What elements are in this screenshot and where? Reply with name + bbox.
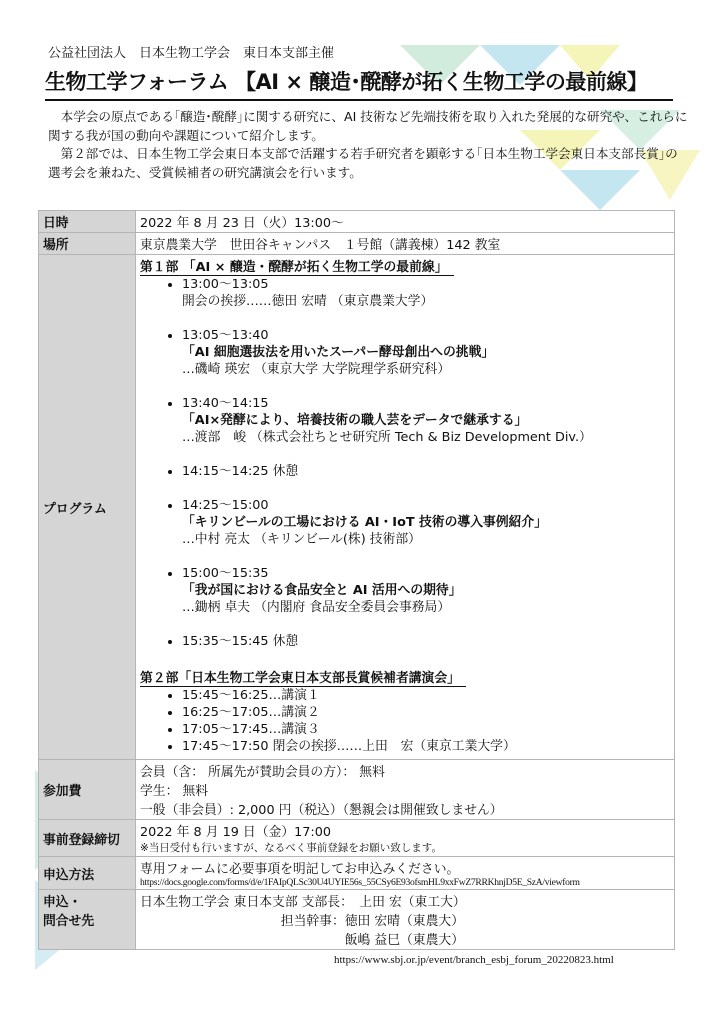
program-content: [136, 255, 675, 760]
item-time: • 14:25～15:00: [182, 498, 269, 513]
contact-line: 担当幹事：徳田 宏晴（東農大）: [140, 914, 464, 929]
venue-value: 東京農業大学 世田谷キャンパス １号館（講義棟）142 教室: [136, 233, 675, 255]
fee-line: 一般（非会員）: 2,000 円（税込）（懇親会は開催致しません）: [140, 803, 503, 818]
contact-label-line: 申込・: [43, 895, 82, 910]
item-speaker: …渡部 峻 （株式会社ちとせ研究所 Tech & Biz Development Div.）: [182, 430, 592, 445]
fee-line: 学生： 無料: [140, 784, 209, 799]
program-item: [182, 633, 670, 650]
intro-text: [48, 108, 688, 182]
item-time: • 15:35～15:45 休憩: [182, 634, 299, 649]
item-time: • 13:40～14:15: [182, 396, 269, 411]
program-row: [39, 255, 675, 760]
program-item: • 17:45～17:50 閉会の挨拶……上田 宏（東京工業大学）: [182, 738, 670, 755]
program-item: [182, 463, 670, 480]
apply-row: [39, 857, 675, 890]
contact-line: 日本生物工学会 東日本支部 支部長： 上田 宏（東工大）: [140, 895, 466, 910]
date-label: 日時: [39, 211, 136, 233]
part1-heading: 第１部 「AI × 醸造・醗酵が拓く生物工学の最前線」: [140, 256, 454, 276]
apply-label: 申込方法: [39, 857, 136, 890]
venue-row: [39, 233, 675, 255]
fee-row: [39, 760, 675, 820]
part1-list: [140, 276, 670, 650]
item-time: • 13:05～13:40: [182, 328, 269, 343]
contact-row: [39, 890, 675, 950]
program-item: • 17:05～17:45…講演３: [182, 721, 670, 738]
item-time: • 15:00～15:35: [182, 566, 269, 581]
item-speaker: …鋤柄 卓夫 （内閣府 食品安全委員会事務局）: [182, 600, 451, 615]
program-item: [182, 327, 670, 378]
event-info-table: [38, 210, 675, 950]
item-speaker: …中村 亮太 （キリンビール(株) 技術部）: [182, 532, 421, 547]
item-title: 「AI×発酵により、培養技術の職人芸をデータで継承する」: [182, 413, 528, 428]
item-speaker: …磯崎 瑛宏 （東京大学 大学院理学系研究科）: [182, 362, 451, 377]
part2-list: [140, 687, 670, 755]
item-speaker: 開会の挨拶……徳田 宏晴 （東京農業大学）: [182, 294, 434, 309]
deadline-date: 2022 年 8 月 19 日（金）17:00: [140, 825, 331, 840]
contact-value: [136, 890, 675, 950]
apply-form-link[interactable]: https://docs.google.com/forms/d/e/1FAIpQLSc30U4UYIE56s_55CSy6E93ofsmHL9xxFwZ7RRKhnjD5E_SzA/viewform: [140, 877, 580, 888]
program-item: • 16:25～17:05…講演２: [182, 704, 670, 721]
deadline-value: [136, 820, 675, 857]
program-item: [182, 276, 670, 310]
contact-label-line: 問合せ先: [43, 914, 95, 929]
program-item: [182, 395, 670, 446]
deadline-label: 事前登録締切: [39, 820, 136, 857]
program-label: プログラム: [39, 255, 136, 760]
intro-paragraph-2: 第２部では、日本生物工学会東日本支部で活躍する若手研究者を顕彰する｢日本生物工学会東日本支部長賞｣の選考会を兼ねた、受賞候補者の研究講演会を行います。: [48, 146, 678, 180]
fee-line: 会員（含： 所属先が賛助会員の方）： 無料: [140, 765, 385, 780]
program-item: • 15:45～16:25…講演１: [182, 687, 670, 704]
item-time: • 13:00～13:05: [182, 277, 269, 292]
contact-line: 飯嶋 益巳（東農大）: [140, 933, 464, 948]
page-title: 生物工学フォーラム 【AI × 醸造･醗酵が拓く生物工学の最前線】: [45, 66, 673, 101]
fee-label: 参加費: [39, 760, 136, 820]
fee-value: [136, 760, 675, 820]
apply-value: [136, 857, 675, 890]
deadline-row: [39, 820, 675, 857]
item-title: 「AI 細胞選抜法を用いたスーパー酵母創出への挑戦」: [182, 345, 495, 360]
date-value: 2022 年 8 月 23 日（火）13:00～: [136, 211, 675, 233]
page-url-link[interactable]: https://www.sbj.or.jp/event/branch_esbj_forum_20220823.html: [334, 954, 614, 966]
item-title: 「キリンビールの工場における AI・IoT 技術の導入事例紹介」: [182, 515, 548, 530]
intro-paragraph-1: 本学会の原点である｢醸造･醗酵｣に関する研究に、AI 技術など先端技術を取り入れた発展的な研究や、これらに関する我が国の動向や課題について紹介します。: [48, 109, 688, 143]
program-item: [182, 497, 670, 548]
item-title: 「我が国における食品安全と AI 活用への期待」: [182, 583, 462, 598]
deadline-note: ※当日受付も行いますが、なるべく事前登録をお願い致します。: [140, 842, 442, 854]
program-item: [182, 565, 670, 616]
venue-label: 場所: [39, 233, 136, 255]
part2-heading: 第２部「日本生物工学会東日本支部長賞候補者講演会」: [140, 667, 466, 687]
item-time: • 14:15～14:25 休憩: [182, 464, 299, 479]
contact-label: [39, 890, 136, 950]
organizer-line: 公益社団法人 日本生物工学会 東日本支部主催: [48, 46, 335, 61]
date-row: [39, 211, 675, 233]
apply-text: 専用フォームに必要事項を明記してお申込みください。: [140, 862, 460, 877]
